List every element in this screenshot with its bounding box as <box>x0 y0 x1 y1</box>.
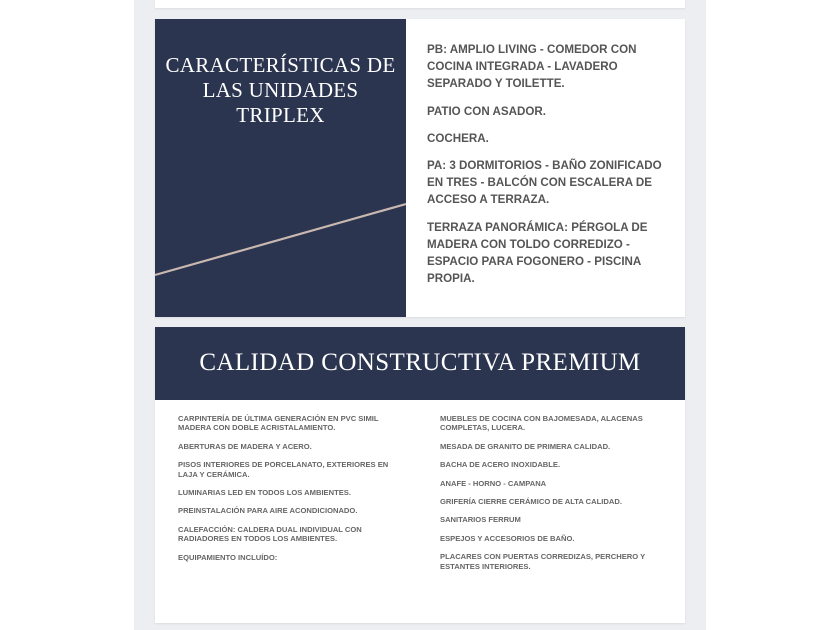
feature-item: PA: 3 DORMITORIOS - BAÑO ZONIFICADO EN TRES - BALCÓN CON ESCALERA DE ACCESO A TERRAZA. <box>427 159 662 207</box>
quality-item: MESADA DE GRANITO DE PRIMERA CALIDAD. <box>440 441 611 451</box>
feature-item: PATIO CON ASADOR. <box>427 104 546 118</box>
quality-item: BACHA DE ACERO INOXIDABLE. <box>440 460 561 470</box>
quality-item: PLACARES CON PUERTAS CORREDIZAS, PERCHERO Y ESTANTES INTERIORES. <box>440 552 646 571</box>
feature-item: TERRAZA PANORÁMICA: PÉRGOLA DE MADERA CON TOLDO CORREDIZO - ESPACIO PARA FOGONERO - PISCINA PROPIA. <box>427 220 648 286</box>
quality-item: PREINSTALACIÓN PARA AIRE ACONDICIONADO. <box>178 506 358 516</box>
quality-banner <box>155 327 685 400</box>
quality-item: LUMINARIAS LED EN TODOS LOS AMBIENTES. <box>178 488 351 498</box>
features-list <box>427 41 667 297</box>
quality-item: CALEFACCIÓN: CALDERA DUAL INDIVIDUAL CON RADIADORES EN TODOS LOS AMBIENTES. <box>178 524 362 544</box>
quality-item: ABERTURAS DE MADERA Y ACERO. <box>178 441 312 451</box>
quality-item: ESPEJOS Y ACCESORIOS DE BAÑO. <box>440 533 575 543</box>
features-title: CARACTERÍSTICAS DE LAS UNIDADES TRIPLEX <box>165 53 396 127</box>
quality-list-left <box>178 414 398 571</box>
previous-card-edge <box>155 0 685 8</box>
quality-item: MUEBLES DE COCINA CON BAJOMESADA, ALACENAS COMPLETAS, LUCERA. <box>440 414 643 433</box>
features-card <box>155 19 685 317</box>
quality-item: CARPINTERÍA DE ÚLTIMA GENERACIÓN EN PVC SIMIL MADERA CON DOBLE ACRISTALAMIENTO. <box>178 414 379 433</box>
quality-item: ANAFE - HORNO - CAMPANA <box>440 478 547 488</box>
diagonal-accent-line <box>155 19 406 317</box>
quality-title: CALIDAD CONSTRUCTIVA PREMIUM <box>199 349 641 376</box>
quality-list-right <box>440 414 660 580</box>
feature-item: COCHERA. <box>427 131 489 145</box>
quality-item: EQUIPAMIENTO INCLUÍDO: <box>178 552 278 562</box>
features-title-panel <box>155 19 406 317</box>
quality-item: PISOS INTERIORES DE PORCELANATO, EXTERIORES EN LAJA Y CERÁMICA. <box>178 460 389 479</box>
quality-item: SANITARIOS FERRUM <box>440 515 521 525</box>
quality-item: GRIFERÍA CIERRE CERÁMICO DE ALTA CALIDAD. <box>440 497 622 507</box>
feature-item: PB: AMPLIO LIVING - COMEDOR CON COCINA INTEGRADA - LAVADERO SEPARADO Y TOILETTE. <box>427 43 637 91</box>
quality-card <box>155 327 685 623</box>
